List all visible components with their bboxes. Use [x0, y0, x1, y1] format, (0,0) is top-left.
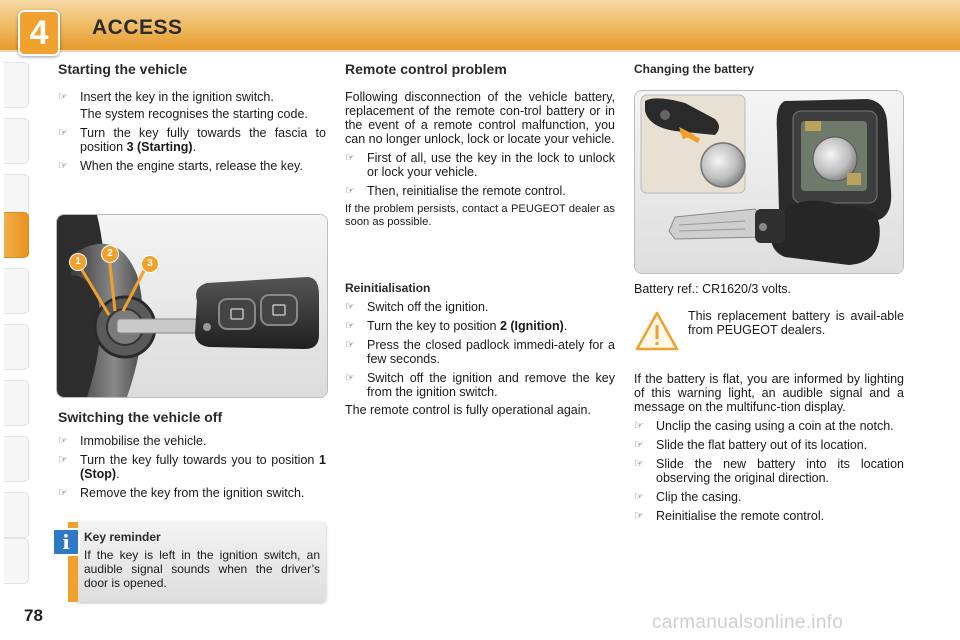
- pointing-hand-icon: ☞: [634, 420, 644, 432]
- chapter-badge: 4: [18, 10, 60, 56]
- key-reminder-title: Key reminder: [84, 530, 161, 544]
- chapter-tab-6[interactable]: [4, 324, 29, 370]
- chapter-tab-1[interactable]: [4, 62, 29, 108]
- pointing-hand-icon: ☞: [345, 185, 355, 197]
- pointing-hand-icon: ☞: [345, 301, 355, 313]
- chapter-tab-2[interactable]: [4, 118, 29, 164]
- list-item: [345, 151, 615, 179]
- list-item: [58, 90, 326, 104]
- info-icon: i: [52, 528, 80, 556]
- warning-triangle-icon: [634, 310, 680, 352]
- battery-intro: If the battery is flat, you are informed by lighting of this warning light, an audible signal and a message on the multifunc-tion display.: [634, 372, 904, 414]
- battery-reference: Battery ref.: CR1620/3 volts.: [634, 282, 792, 296]
- remote-battery-drawing: [635, 91, 903, 273]
- list-item: [345, 300, 615, 314]
- chapter-tab-7[interactable]: [4, 380, 29, 426]
- list-item-text: Immobilise the vehicle.: [80, 434, 207, 448]
- list-item: [345, 184, 615, 198]
- list-item-text: First of all, use the key in the lock to unlock or lock your vehicle.: [367, 151, 615, 179]
- pointing-hand-icon: ☞: [345, 152, 355, 164]
- reinitialisation-title: Reinitialisation: [345, 281, 431, 295]
- callout-1: 1: [69, 253, 87, 271]
- list-item: [58, 159, 326, 173]
- list-item: [345, 338, 615, 366]
- remote-problem-section: [345, 62, 615, 228]
- pointing-hand-icon: ☞: [634, 491, 644, 503]
- starting-section: [58, 62, 326, 173]
- pointing-hand-icon: ☞: [345, 320, 355, 332]
- list-item-text: Remove the key from the ignition switch.: [80, 486, 305, 500]
- page-title: ACCESS: [92, 16, 183, 39]
- list-item-text: Switch off the ignition and remove the key from the ignition switch.: [367, 371, 615, 399]
- list-item-text: Unclip the casing using a coin at the notch.: [656, 419, 894, 433]
- list-item: [58, 107, 326, 121]
- list-item: ☞ Turn the key fully towards the fascia to position 3 (Starting).: [58, 126, 326, 154]
- pointing-hand-icon: ☞: [634, 510, 644, 522]
- list-item-text: Switch off the ignition.: [367, 300, 489, 314]
- callout-3: 3: [141, 255, 159, 273]
- chapter-tab-5[interactable]: [4, 268, 29, 314]
- battery-warning-text: This replacement battery is avail-able from PEUGEOT dealers.: [688, 309, 904, 337]
- watermark: carmanualsonline.info: [652, 612, 844, 633]
- chapter-tabs: [0, 62, 32, 582]
- position-label: 1 (Stop): [80, 453, 326, 481]
- chapter-tab-4-active[interactable]: [4, 212, 29, 258]
- pointing-hand-icon: ☞: [58, 91, 68, 103]
- chapter-tab-8[interactable]: [4, 436, 29, 482]
- list-item: [634, 490, 904, 504]
- chapter-tab-9[interactable]: [4, 492, 29, 538]
- pointing-hand-icon: ☞: [58, 127, 68, 139]
- pointing-hand-icon: ☞: [345, 372, 355, 384]
- list-item: [634, 438, 904, 452]
- list-item: ☞ Turn the key to position 2 (Ignition).: [345, 319, 568, 333]
- list-item-text: Turn the key fully towards you to position: [80, 453, 315, 467]
- header-divider: [0, 50, 960, 52]
- list-item: ☞ Turn the key fully towards you to position 1 (Stop).: [58, 453, 326, 481]
- battery-warning: [688, 309, 904, 337]
- ignition-key-drawing: [57, 215, 327, 397]
- list-item-text: Turn the key fully towards the fascia to position: [80, 126, 326, 154]
- chapter-tab-10[interactable]: [4, 538, 29, 584]
- starting-title: Starting the vehicle: [58, 61, 188, 77]
- list-item-text: When the engine starts, release the key.: [80, 159, 303, 173]
- battery-section: [634, 62, 904, 76]
- list-item-text: Clip the casing.: [656, 490, 742, 504]
- list-item-text: Then, reinitialise the remote control.: [367, 184, 566, 198]
- reinitialisation-section: [345, 281, 615, 417]
- remote-problem-note: If the problem persists, contact a PEUGEOT dealer as soon as possible.: [345, 203, 615, 228]
- list-item: [58, 434, 326, 448]
- list-item-text: Slide the flat battery out of its location.: [656, 438, 868, 452]
- page-number: 78: [24, 606, 43, 625]
- list-item-text: Reinitialise the remote control.: [656, 509, 825, 523]
- list-item: [58, 486, 326, 500]
- pointing-hand-icon: ☞: [634, 458, 644, 470]
- callout-2: 2: [101, 245, 119, 263]
- battery-procedure: [634, 372, 904, 523]
- pointing-hand-icon: ☞: [58, 160, 68, 172]
- list-item: [634, 457, 904, 485]
- key-reminder-box: [76, 522, 326, 602]
- battery-details: [634, 282, 904, 296]
- list-item: [634, 419, 904, 433]
- pointing-hand-icon: ☞: [345, 339, 355, 351]
- list-item-text: Press the closed padlock immedi-ately for a few seconds.: [367, 338, 615, 366]
- remote-problem-title: Remote control problem: [345, 61, 507, 77]
- pointing-hand-icon: ☞: [58, 435, 68, 447]
- switching-off-section: [58, 410, 326, 500]
- key-reminder-text: If the key is left in the ignition switch, an audible signal sounds when the driver’s door is opened.: [84, 548, 320, 590]
- list-item-note: The system recognises the starting code.: [80, 107, 308, 121]
- pointing-hand-icon: ☞: [58, 454, 68, 466]
- switching-off-title: Switching the vehicle off: [58, 409, 223, 425]
- reinitialisation-outro: The remote control is fully operational again.: [345, 403, 591, 417]
- position-label: 2 (Ignition): [499, 319, 564, 333]
- list-item-text: Turn the key to position: [367, 319, 497, 333]
- list-item: [634, 509, 904, 523]
- remote-problem-intro: Following disconnection of the vehicle battery, replacement of the remote con-trol battery or in the event of a remote control malfunction, you can no longer unlock, lock or locate your vehicle.: [345, 90, 615, 146]
- battery-illustration: [634, 90, 904, 274]
- list-item: [345, 371, 615, 399]
- pointing-hand-icon: ☞: [634, 439, 644, 451]
- pointing-hand-icon: ☞: [58, 487, 68, 499]
- position-label: 3 (Starting): [126, 140, 193, 154]
- ignition-key-illustration: [56, 214, 328, 398]
- list-item-text: Slide the new battery into its location observing the original direction.: [656, 457, 904, 485]
- list-item-text: Insert the key in the ignition switch.: [80, 90, 274, 104]
- battery-title: Changing the battery: [634, 62, 755, 76]
